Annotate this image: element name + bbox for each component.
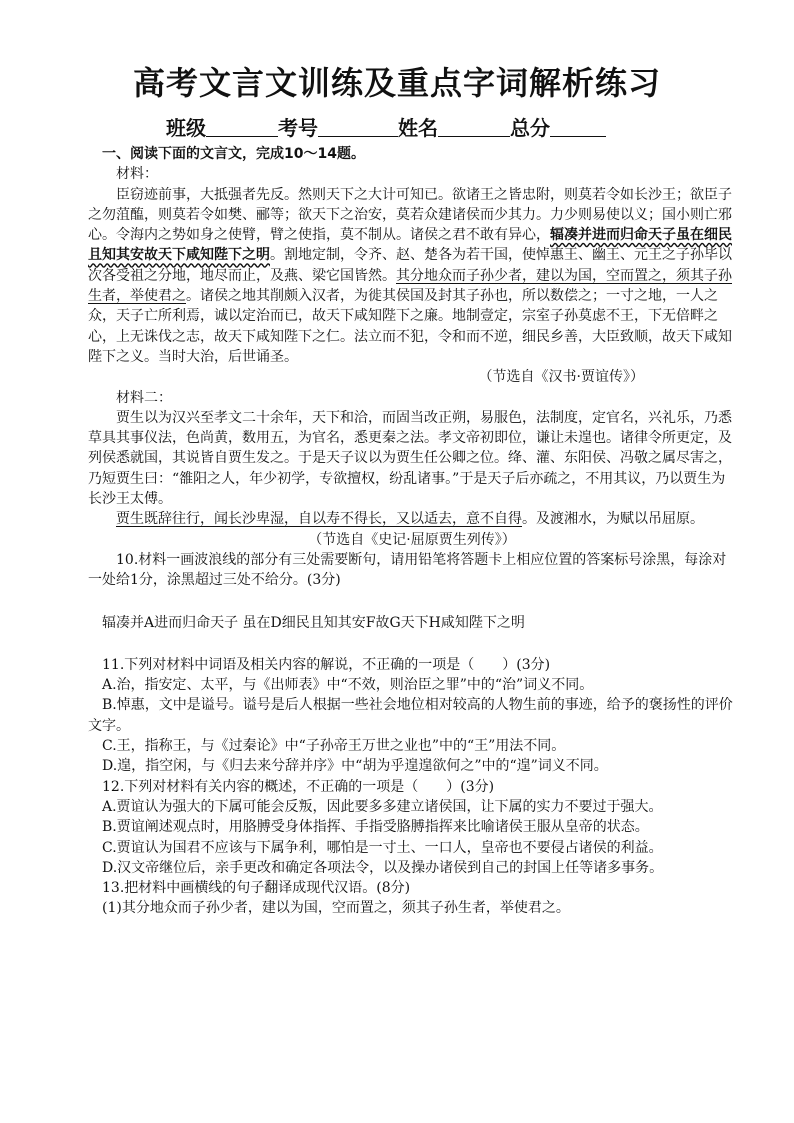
number-label: 考号: [278, 116, 318, 140]
material-2-text-2: [88, 509, 736, 529]
m2-underlined-text: 贾生既辞往行，闻长沙卑湿，自以寿不得长，又以适去，意不自得: [116, 511, 522, 528]
question-11-option-d: D.遑，指空闲，与《归去来兮辞并序》中“胡为乎遑遑欲何之”中的“遑”词义不同。: [102, 758, 608, 775]
spacer: [88, 633, 736, 655]
score-label: 总分: [510, 116, 550, 140]
score-blank: [550, 116, 606, 137]
document-body: [88, 144, 736, 919]
material-2-label: 材料二：: [116, 389, 172, 406]
question-13-stem: 13.把材料中画横线的句子翻译成现代汉语。(8分): [102, 880, 411, 897]
question-12-option-c: C.贾谊认为国君不应该与下属争利，哪怕是一寸土、一口人，皇帝也不要侵占诸侯的利益。: [102, 839, 663, 856]
document-title: 高考文言文训练及重点字词解析练习: [132, 64, 661, 102]
spacer: [88, 591, 736, 613]
material-1-text: [88, 185, 736, 368]
class-blank: [206, 116, 278, 137]
m1-wavy-text: 辐凑并进而归命天子虽在细民且知其安故天下咸知陛下之明: [88, 227, 732, 264]
question-13-item-1: (1)其分地众而子孙少者，建以为国，空而置之，须其子孙生者，举使君之。: [102, 900, 570, 917]
question-11-stem: 11.下列对材料中词语及相关内容的解说，不正确的一项是（ ）(3分): [102, 656, 551, 673]
material-1-label: 材料：: [116, 166, 158, 183]
question-12-stem: 12.下列对材料有关内容的概述，不正确的一项是（ ）(3分): [102, 778, 495, 795]
m1-text-a: 臣窃迹前事，大抵强者先反。然则天下之大计可知已。欲诸王之皆忠附，则莫若令如长沙王；欲臣子之勿菹醢，则莫若令如樊、郦等；欲天下之治安，莫若众建诸侯而少其力。力少则易使以义；国小则亡邪心。令海内之势如身之使臂，臂之使指，莫不制从。诸侯之君不敢有异心，: [88, 186, 732, 244]
m1-text-b: 。割地定制，令齐、赵、楚各为若干国，使悼惠王、幽王、元王之子孙毕以次各受祖之分地，地尽而止，及燕、梁它国皆然。: [88, 247, 732, 284]
question-12-option-d: D.汉文帝继位后，亲手更改和确定各项法令，以及操办诸侯到自己的封国上任等诸多事务。: [102, 859, 664, 876]
section-heading: 一、阅读下面的文言文，完成10～14题。: [102, 146, 365, 162]
question-11-option-a: A.治，指安定、太平，与《出师表》中“不效，则治臣之罪”中的“治”词义不同。: [102, 677, 594, 694]
question-11-option-c: C.王，指称王，与《过秦论》中“子孙帝王万世之业也”中的“王”用法不同。: [102, 738, 566, 755]
m1-underlined-text: 其分地众而子孙少者，建以为国，空而置之，须其子孙生者，举使君之: [88, 267, 732, 305]
material-2-text-1: 贾生以为汉兴至孝文二十余年，天下和洽，而固当改正朔，易服色，法制度，定官名，兴礼乐，乃悉草具其事仪法，色尚黄，数用五，为官名，悉更秦之法。孝文帝初即位，谦让未遑也。诸律令所更定，及列侯悉就国，其说皆自贾生发之。于是天子议以为贾生任公卿之位。绛、灌、东阳侯、冯敬之属尽害之，乃短贾生曰：“雒阳之人，年少初学，专欲擅权，纷乱诸事。”于是天子后亦疏之，不用其议，乃以贾生为长沙王太傅。: [88, 409, 732, 508]
class-label: 班级: [166, 116, 206, 140]
question-10: 10.材料一画波浪线的部分有三处需要断句，请用铅笔将答题卡上相应位置的答案标号涂黑，每涂对一处给1分，涂黑超过三处不给分。(3分): [88, 551, 727, 589]
m2-text-b: 。及渡湘水，为赋以吊屈原。: [522, 511, 704, 528]
question-11-option-b: B.悼惠，文中是谥号。谥号是后人根据一些社会地位相对较高的人物生前的事迹，给予的褒扬性的评价文字。: [88, 697, 733, 734]
question-12-option-b: B.贾谊阐述观点时，用胳膊受身体指挥、手指受胳膊指挥来比喻诸侯王服从皇帝的状态。: [102, 819, 649, 836]
material-1-source: （节选自《汉书·贾谊传》）: [478, 369, 644, 386]
name-label: 姓名: [398, 116, 438, 140]
name-blank: [438, 116, 510, 137]
m1-text-c: 。诸侯之地其削颇入汉者，为徙其侯国及封其子孙也，所以数偿之；一寸之地，一人之众，天子亡所利焉，诚以定治而已，故天下咸知陛下之廉。地制壹定，宗室子孙莫虑不王，下无倍畔之心，上无诛伐之志，故天下咸知陛下之仁。法立而不犯，令和而不逆，细民乡善，大臣致顺，故天下咸知陛下之义。当时大治，后世诵圣。: [88, 288, 732, 365]
student-info-line: [166, 112, 606, 141]
number-blank: [318, 116, 398, 137]
question-10-answer-line: 辐凑并A进而归命天子 虽在D细民且知其安F故G天下H咸知陛下之明: [102, 614, 525, 631]
material-2-source: （节选自《史记·屈原贾生列传》）: [308, 531, 516, 548]
question-12-option-a: A.贾谊认为强大的下属可能会反叛，因此要多多建立诸侯国，让下属的实力不要过于强大。: [102, 798, 663, 815]
